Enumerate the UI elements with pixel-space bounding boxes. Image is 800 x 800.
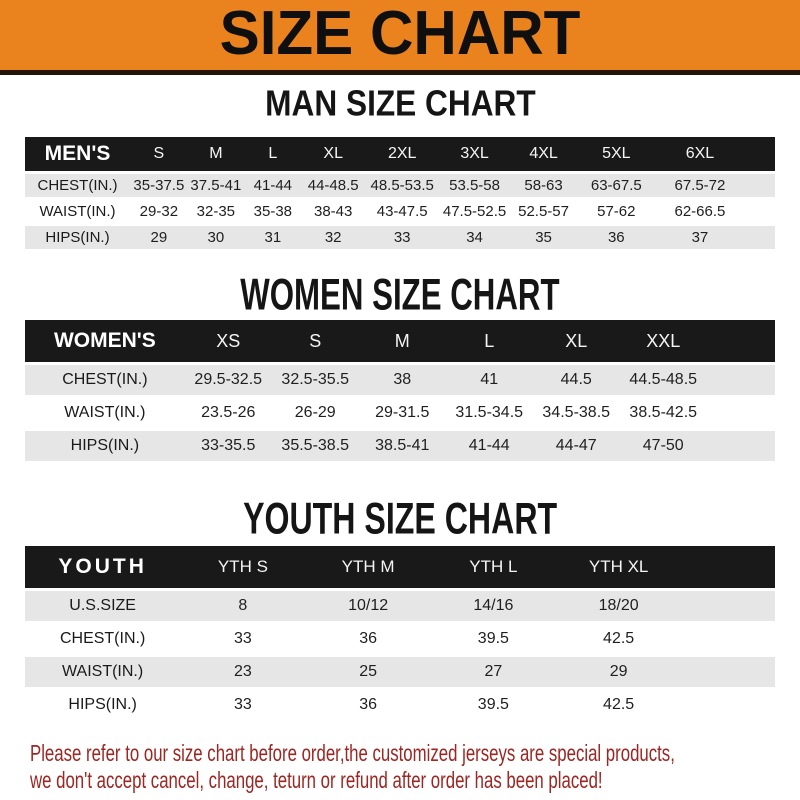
size-cell: 57-62 xyxy=(578,200,655,223)
size-cell: 41-44 xyxy=(244,174,302,197)
size-cell: 44.5-48.5 xyxy=(620,365,707,395)
banner-title: SIZE CHART xyxy=(219,0,581,68)
table-header-row xyxy=(25,137,775,171)
size-cell: 37.5-41 xyxy=(188,174,244,197)
size-cell: 29 xyxy=(130,226,188,249)
row-label: CHEST(IN.) xyxy=(25,624,180,654)
size-cell: 29-32 xyxy=(130,200,188,223)
disclaimer-line-1: Please refer to our size chart before order,the customized jerseys are special products, xyxy=(30,740,675,766)
women-size-chart-heading xyxy=(0,269,800,320)
size-cell: 58-63 xyxy=(509,174,577,197)
row-label: U.S.SIZE xyxy=(25,591,180,621)
man-size-chart-heading xyxy=(0,84,800,124)
size-cell: 29 xyxy=(556,657,681,687)
column-header: XXL xyxy=(620,320,707,362)
column-header: S xyxy=(130,137,188,171)
size-cell: 41 xyxy=(446,365,533,395)
column-header: 2XL xyxy=(365,137,440,171)
column-header: L xyxy=(446,320,533,362)
size-cell: 35-38 xyxy=(244,200,302,223)
column-header: XL xyxy=(302,137,365,171)
spacer-cell xyxy=(745,174,775,197)
table-group-label: MEN'S xyxy=(25,137,130,171)
size-cell: 38.5-41 xyxy=(359,431,446,461)
spacer-cell xyxy=(707,431,775,461)
size-cell: 41-44 xyxy=(446,431,533,461)
column-header: M xyxy=(188,137,244,171)
spacer-cell xyxy=(681,690,775,720)
size-cell: 33 xyxy=(365,226,440,249)
column-header: YTH S xyxy=(180,546,305,588)
size-cell: 62-66.5 xyxy=(655,200,745,223)
size-cell: 38.5-42.5 xyxy=(620,398,707,428)
size-cell: 53.5-58 xyxy=(440,174,510,197)
size-cell: 10/12 xyxy=(306,591,431,621)
women-size-chart-heading-text: WOMEN SIZE CHART xyxy=(240,269,560,320)
women-size-table xyxy=(25,317,775,464)
spacer-cell xyxy=(681,591,775,621)
size-cell: 25 xyxy=(306,657,431,687)
row-label: WAIST(IN.) xyxy=(25,398,185,428)
size-cell: 42.5 xyxy=(556,690,681,720)
row-label: HIPS(IN.) xyxy=(25,690,180,720)
size-cell: 48.5-53.5 xyxy=(365,174,440,197)
size-cell: 34.5-38.5 xyxy=(533,398,620,428)
spacer-cell xyxy=(707,320,775,362)
spacer-cell xyxy=(745,226,775,249)
size-cell: 23 xyxy=(180,657,305,687)
size-cell: 32.5-35.5 xyxy=(272,365,359,395)
order-disclaimer xyxy=(30,740,800,794)
size-cell: 27 xyxy=(431,657,556,687)
size-cell: 23.5-26 xyxy=(185,398,272,428)
size-cell: 18/20 xyxy=(556,591,681,621)
youth-size-chart-heading-text: YOUTH SIZE CHART xyxy=(242,493,558,544)
row-label: CHEST(IN.) xyxy=(25,365,185,395)
size-cell: 35 xyxy=(509,226,577,249)
size-cell: 42.5 xyxy=(556,624,681,654)
column-header: YTH M xyxy=(306,546,431,588)
table-row xyxy=(25,174,775,197)
size-cell: 32-35 xyxy=(188,200,244,223)
disclaimer-line-2: we don't accept cancel, change, teturn or refund after order has been placed! xyxy=(30,767,603,793)
size-cell: 37 xyxy=(655,226,745,249)
column-header: 3XL xyxy=(440,137,510,171)
row-label: CHEST(IN.) xyxy=(25,174,130,197)
table-row xyxy=(25,431,775,461)
column-header: M xyxy=(359,320,446,362)
youth-size-chart-heading xyxy=(0,493,800,544)
table-header-row xyxy=(25,546,775,588)
column-header: 4XL xyxy=(509,137,577,171)
spacer-cell xyxy=(681,657,775,687)
size-cell: 44.5 xyxy=(533,365,620,395)
row-label: HIPS(IN.) xyxy=(25,226,130,249)
size-cell: 29-31.5 xyxy=(359,398,446,428)
size-cell: 38-43 xyxy=(302,200,365,223)
table-group-label: YOUTH xyxy=(25,546,180,588)
size-cell: 43-47.5 xyxy=(365,200,440,223)
size-cell: 33-35.5 xyxy=(185,431,272,461)
column-header: XL xyxy=(533,320,620,362)
size-cell: 34 xyxy=(440,226,510,249)
column-header: L xyxy=(244,137,302,171)
size-cell: 14/16 xyxy=(431,591,556,621)
size-cell: 29.5-32.5 xyxy=(185,365,272,395)
column-header: S xyxy=(272,320,359,362)
size-cell: 47-50 xyxy=(620,431,707,461)
size-cell: 39.5 xyxy=(431,690,556,720)
size-cell: 31 xyxy=(244,226,302,249)
table-row xyxy=(25,398,775,428)
table-row xyxy=(25,591,775,621)
column-header: YTH XL xyxy=(556,546,681,588)
man-size-chart-heading-text: MAN SIZE CHART xyxy=(264,84,536,124)
table-row xyxy=(25,226,775,249)
column-header: 5XL xyxy=(578,137,655,171)
men-size-table xyxy=(25,134,775,252)
table-row xyxy=(25,624,775,654)
youth-size-table xyxy=(25,543,775,723)
row-label: WAIST(IN.) xyxy=(25,657,180,687)
size-chart-banner xyxy=(0,0,800,75)
size-cell: 33 xyxy=(180,690,305,720)
table-row xyxy=(25,200,775,223)
size-cell: 8 xyxy=(180,591,305,621)
size-cell: 39.5 xyxy=(431,624,556,654)
size-cell: 36 xyxy=(578,226,655,249)
table-row xyxy=(25,657,775,687)
size-cell: 33 xyxy=(180,624,305,654)
size-cell: 32 xyxy=(302,226,365,249)
size-cell: 52.5-57 xyxy=(509,200,577,223)
spacer-cell xyxy=(681,624,775,654)
row-label: HIPS(IN.) xyxy=(25,431,185,461)
column-header: YTH L xyxy=(431,546,556,588)
size-cell: 44-47 xyxy=(533,431,620,461)
size-cell: 47.5-52.5 xyxy=(440,200,510,223)
column-header: 6XL xyxy=(655,137,745,171)
table-header-row xyxy=(25,320,775,362)
size-cell: 35-37.5 xyxy=(130,174,188,197)
spacer-cell xyxy=(745,200,775,223)
size-cell: 67.5-72 xyxy=(655,174,745,197)
table-row xyxy=(25,365,775,395)
size-cell: 44-48.5 xyxy=(302,174,365,197)
column-header: XS xyxy=(185,320,272,362)
size-cell: 36 xyxy=(306,690,431,720)
size-cell: 38 xyxy=(359,365,446,395)
row-label: WAIST(IN.) xyxy=(25,200,130,223)
size-cell: 35.5-38.5 xyxy=(272,431,359,461)
spacer-cell xyxy=(707,365,775,395)
size-cell: 63-67.5 xyxy=(578,174,655,197)
spacer-cell xyxy=(707,398,775,428)
size-cell: 36 xyxy=(306,624,431,654)
spacer-cell xyxy=(681,546,775,588)
size-cell: 26-29 xyxy=(272,398,359,428)
spacer-cell xyxy=(745,137,775,171)
size-cell: 30 xyxy=(188,226,244,249)
size-cell: 31.5-34.5 xyxy=(446,398,533,428)
table-row xyxy=(25,690,775,720)
table-group-label: WOMEN'S xyxy=(25,320,185,362)
